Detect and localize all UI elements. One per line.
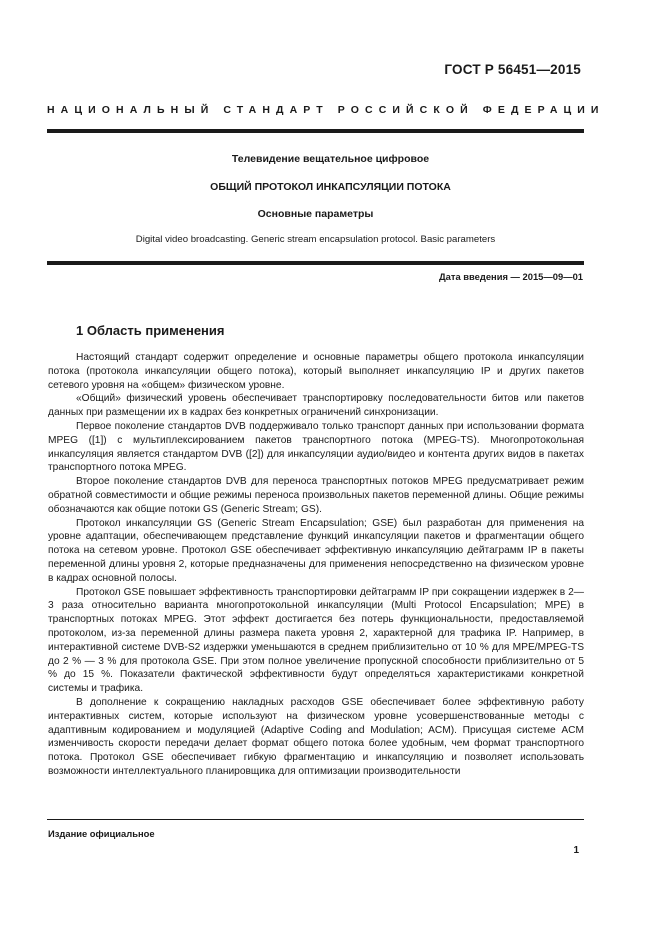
page-number: 1 xyxy=(573,845,579,856)
section-body xyxy=(48,351,584,779)
document-subject: Телевидение вещательное цифровое xyxy=(231,153,430,165)
paragraph: «Общий» физический уровень обеспечивает транспортировку последовательности битов или пакетов данных при размещении их в кадрах без конкретных ограничений синхронизации. xyxy=(48,393,584,419)
footer-divider xyxy=(47,819,584,820)
document-title: ОБЩИЙ ПРОТОКОЛ ИНКАПСУЛЯЦИИ ПОТОКА xyxy=(210,181,451,193)
edition-label: Издание официальное xyxy=(48,828,155,839)
paragraph: Протокол GSE повышает эффективность транспортировки дейтаграмм IP при сокращении издержек в 2—3 раза относительно варианта многопротокольной инкапсуляции (Multi Protocol Encapsulation; MPE) в транспортных потоках MPEG. Этот эффект достигается без потерь функциональности, предоставляемой протоколом, из-за переменной длины размера пакета уровня 2, характерной для трафика IP. Например, в интерактивной системе DVB-S2 издержки уменьшаются в среднем приблизительно от 10 % для MPE/MPEG-TS до 2 % — 3 % для протокола GSE. При этом полное увеличение пропускной способности приблизительно от 5 % до 15 %. Показатели фактической эффективности будут определяться характеристиками конкретной системы и трафика. xyxy=(48,586,584,695)
top-divider xyxy=(47,129,584,133)
paragraph: Второе поколение стандартов DVB для переноса транспортных потоков MPEG предусматривает режим обратной совместимости и общие режимы переноса произвольных пакетов переменной длины. Общие режимы обозначаются как общие потоки GS (Generic Stream; GS). xyxy=(48,476,584,515)
title-divider xyxy=(47,261,584,265)
national-standard-title: НАЦИОНАЛЬНЫЙ СТАНДАРТ РОССИЙСКОЙ ФЕДЕРАЦИИ xyxy=(47,104,605,116)
section-heading: 1 Область применения xyxy=(76,323,225,338)
paragraph: Протокол инкапсуляции GS (Generic Stream Encapsulation; GSE) был разработан для применения на уровне адаптации, обеспечивающем представление функций инкапсуляции пакетов и фрагментации общего потока на сетевом уровне. Протокол GSE обеспечивает эффективную инкапсуляцию дейтаграмм IP в пакеты переменной длины уровня 2, которые предназначены для применения непосредственно на физическом уровне в кадрах основной полосы. xyxy=(48,517,584,584)
english-title: Digital video broadcasting. Generic stream encapsulation protocol. Basic parameters xyxy=(135,234,496,245)
paragraph: В дополнение к сокращению накладных расходов GSE обеспечивает более эффективную работу интерактивных систем, которые используют на физическом уровне усовершенствованные методы с адаптивным кодированием и модуляцией (Adaptive Coding and Modulation; ACM). Присущая системе ACM изменчивость скорости передачи делает формат общего потока более удобным, чем формат транспортного потока. Протокол GSE обеспечивает гибкую фрагментацию и инкапсуляцию и позволяет использовать возможности интеллектуального планировщика для оптимизации производительности xyxy=(48,696,584,777)
standard-number: ГОСТ Р 56451—2015 xyxy=(444,62,581,77)
document-subtitle: Основные параметры xyxy=(257,208,374,220)
paragraph: Первое поколение стандартов DVB поддерживало только транспорт данных при использовании формата MPEG ([1]) с мультиплексированием пакетов транспортного потока (MPEG-TS). Многопротокольная инкапсуляция является стандартом DVB ([2]) для инкапсуляции аудио/видео и контента других видов в пакетах транспортного потока MPEG. xyxy=(48,420,584,474)
paragraph: Настоящий стандарт содержит определение и основные параметры общего протокола инкапсуляции потока (протокола инкапсуляции общего потока), который выполняет инкапсуляцию IP и других пакетов сетевого уровня на «общем» физическом уровне. xyxy=(48,352,584,391)
introduction-date: Дата введения — 2015—09—01 xyxy=(438,271,583,282)
